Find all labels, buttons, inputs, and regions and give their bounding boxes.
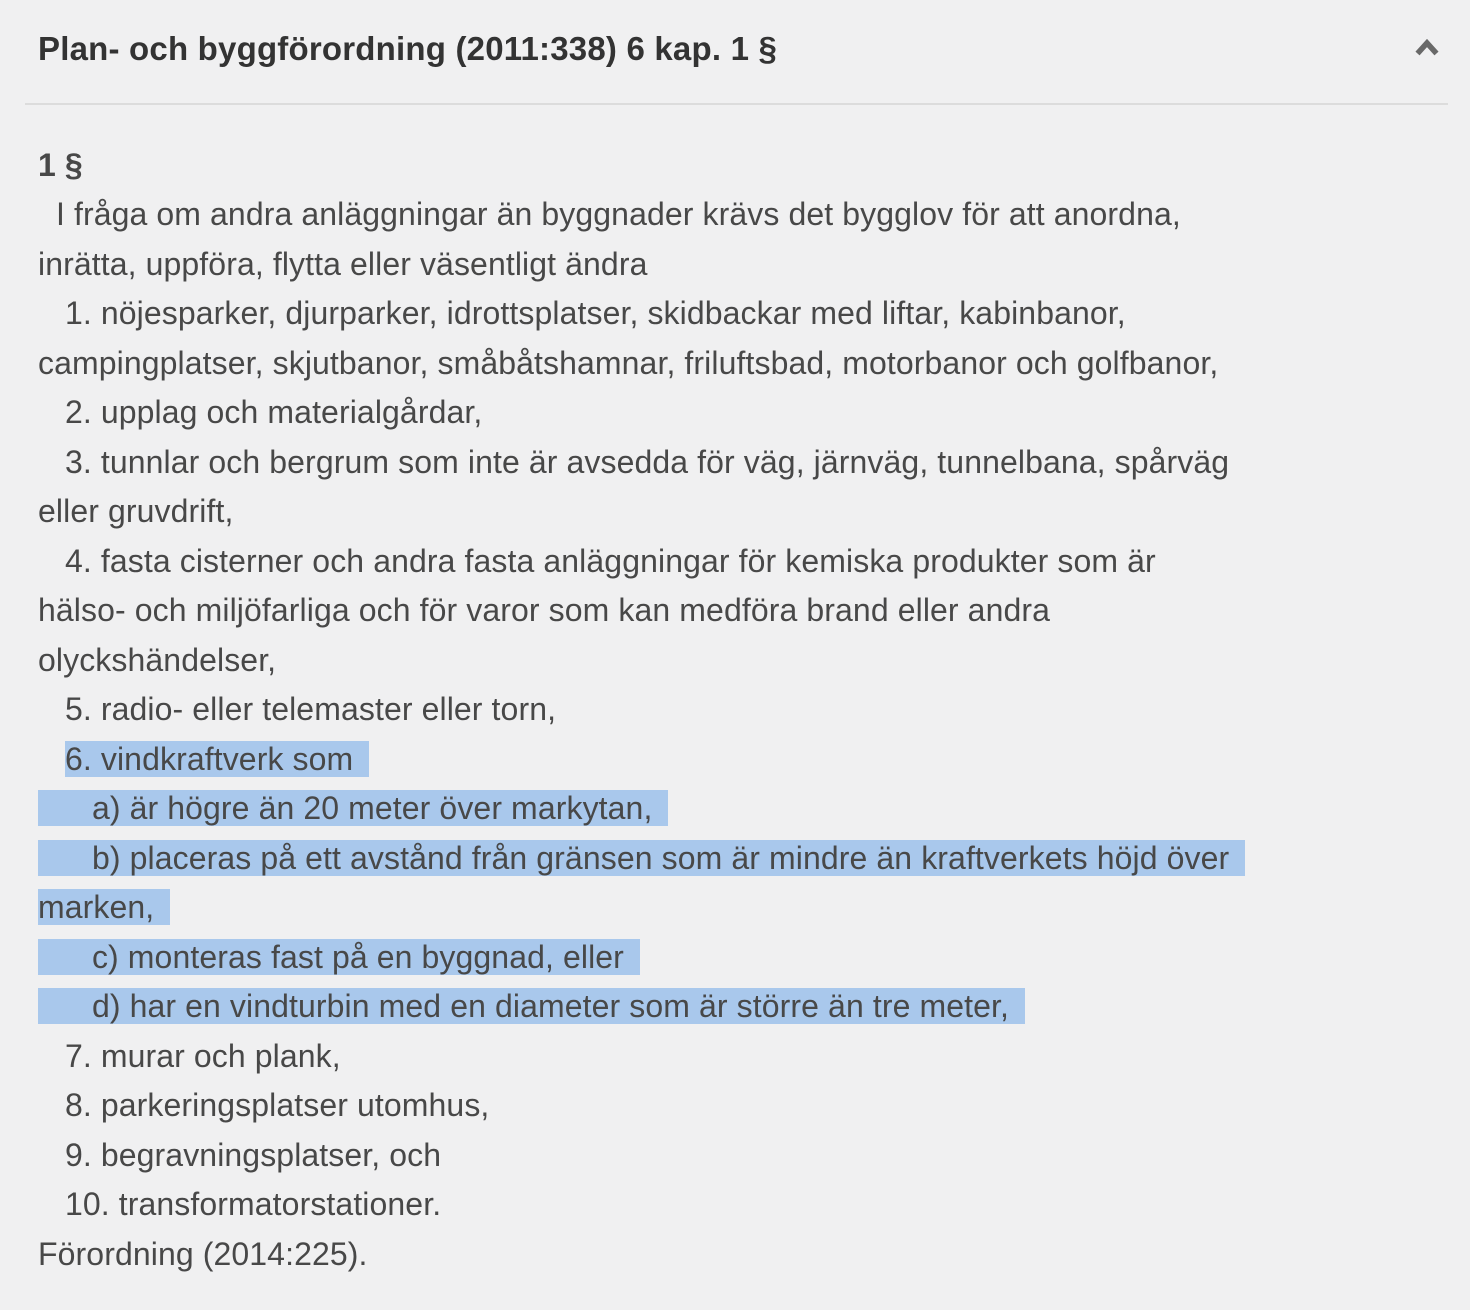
text-segment: hälso- och miljöfarliga och för varor som kan medföra brand eller andra [38, 592, 1051, 629]
text-segment [38, 741, 65, 777]
text-line [38, 1032, 1432, 1082]
text-line [38, 1230, 1432, 1280]
page-title: Plan- och byggförordning (2011:338) 6 kap. 1 § [38, 30, 778, 67]
selected-text: marken, [38, 889, 170, 925]
text-segment: campingplatser, skjutbanor, småbåtshamnar, friluftsbad, motorbanor och golfbanor, [38, 344, 1219, 381]
text-line [38, 685, 1432, 735]
text-line [38, 735, 1432, 785]
text-line [38, 1180, 1432, 1230]
chevron-up-icon [1414, 45, 1440, 60]
text-segment: 3. tunnlar och bergrum som inte är avsedda för väg, järnväg, tunnelbana, spårväg [38, 443, 1230, 480]
text-line [38, 883, 1432, 933]
selected-text: d) har en vindturbin med en diameter som är större än tre meter, [38, 988, 1025, 1024]
text-segment: 9. begravningsplatser, och [38, 1136, 442, 1173]
selected-text: b) placeras på ett avstånd från gränsen som är mindre än kraftverkets höjd över [38, 840, 1245, 876]
text-segment: Förordning (2014:225). [38, 1235, 368, 1272]
text-line [38, 537, 1432, 587]
selected-text: a) är högre än 20 meter över markytan, [38, 790, 668, 826]
text-line [38, 388, 1432, 438]
text-line [38, 834, 1432, 884]
text-line [38, 784, 1432, 834]
text-line [38, 289, 1432, 339]
text-segment: 10. transformatorstationer. [38, 1186, 442, 1223]
text-segment: 1. nöjesparker, djurparker, idrottsplatser, skidbackar med liftar, kabinbanor, [38, 295, 1126, 332]
text-line [38, 1081, 1432, 1131]
selected-text: 6. vindkraftverk som [65, 741, 369, 777]
text-line [38, 636, 1432, 686]
text-line [38, 1131, 1432, 1181]
text-segment: 1 § [38, 146, 83, 183]
text-line [38, 933, 1432, 983]
selected-text: c) monteras fast på en byggnad, eller [38, 939, 640, 975]
text-line [38, 487, 1432, 537]
collapse-button[interactable] [1412, 30, 1442, 65]
text-segment: olyckshändelser, [38, 641, 277, 678]
text-line [38, 240, 1432, 290]
text-line [38, 141, 1432, 191]
text-line [38, 190, 1432, 240]
text-line [38, 339, 1432, 389]
text-segment: 8. parkeringsplatser utomhus, [38, 1087, 490, 1124]
text-line [38, 982, 1432, 1032]
panel-header [0, 0, 1470, 71]
text-line [38, 438, 1432, 488]
text-segment: I fråga om andra anläggningar än byggnader krävs det bygglov för att anordna, [38, 196, 1181, 233]
text-line [38, 586, 1432, 636]
text-segment: 7. murar och plank, [38, 1037, 341, 1074]
statute-text [0, 105, 1470, 1280]
text-segment: eller gruvdrift, [38, 493, 234, 530]
text-segment: 2. upplag och materialgårdar, [38, 394, 483, 431]
text-segment: inrätta, uppföra, flytta eller väsentligt ändra [38, 245, 648, 282]
text-segment: 5. radio- eller telemaster eller torn, [38, 691, 557, 728]
text-segment: 4. fasta cisterner och andra fasta anläggningar för kemiska produkter som är [38, 542, 1156, 579]
